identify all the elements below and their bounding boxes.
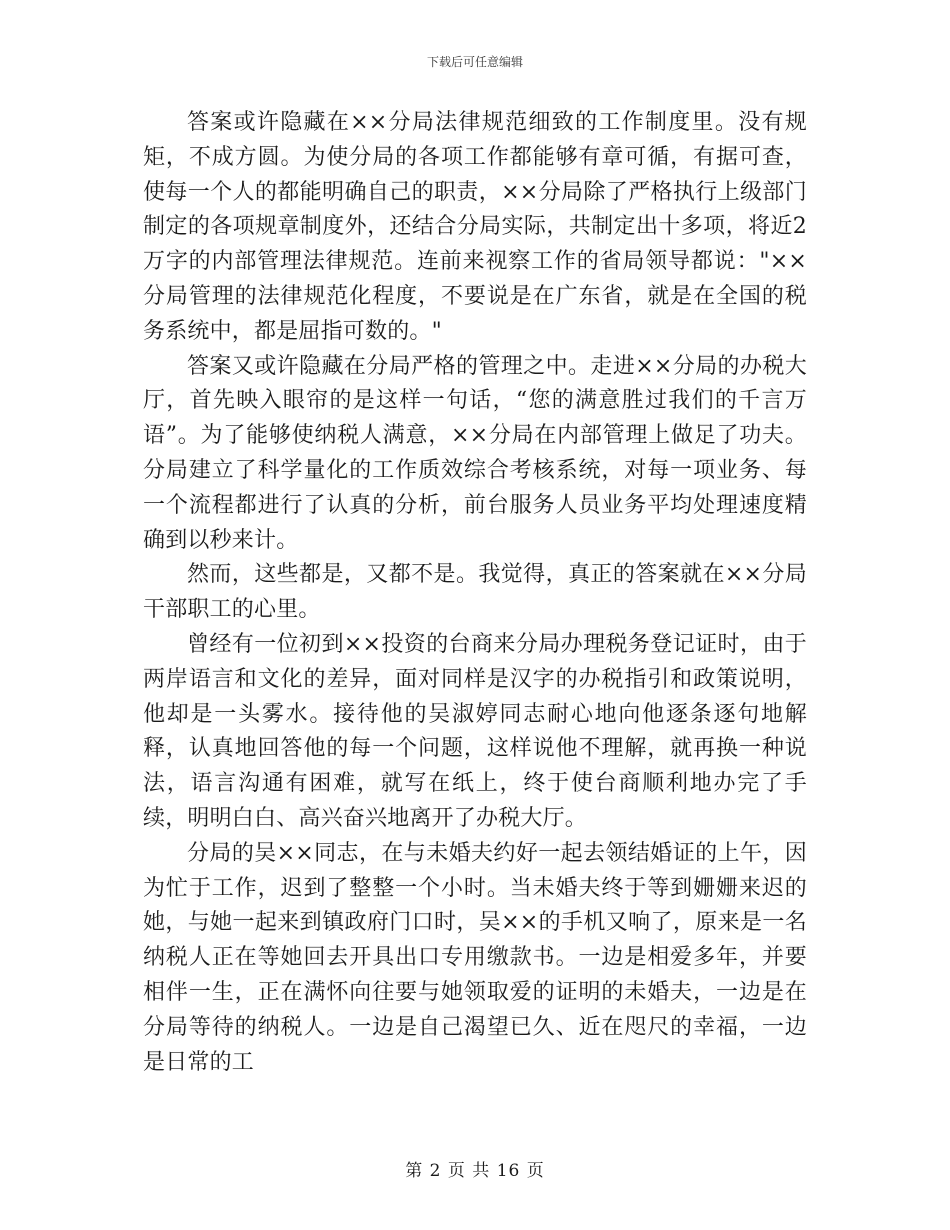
paragraph: 答案或许隐藏在××分局法律规范细致的工作制度里。没有规矩，不成方圆。为使分局的各项工作都能够有章可循，有据可查，使每一个人的都能明确自己的职责，××分局除了严格执行上级部门制定的各项规章制度外，还结合分局实际，共制定出十多项，将近2万字的内部管理法律规范。连前来视察工作的省局领导都说："××分局管理的法律规范化程度，不要说是在广东省，就是在全国的税务系统中，都是屈指可数的。" <box>143 110 807 344</box>
page-footer: 第 2 页 共 16 页 <box>405 1161 545 1181</box>
paragraph: 曾经有一位初到××投资的台商来分局办理税务登记证时，由于两岸语言和文化的差异，面对同样是汉字的办税指引和政策说明，他却是一头雾水。接待他的吴淑婷同志耐心地向他逐条逐句地解释，认真地回答他的每一个问题，这样说他不理解，就再换一种说法，语言沟通有困难，就写在纸上，终于使台商顺利地办完了手续，明明白白、高兴奋兴地离开了办税大厅。 <box>143 631 807 831</box>
page-header: 下载后可任意编辑 <box>426 55 523 69</box>
body-text <box>143 106 807 1080</box>
paragraph: 分局的吴××同志，在与未婚夫约好一起去领结婚证的上午，因为忙于工作，迟到了整整一个小时。当未婚夫终于等到姗姗来迟的她，与她一起来到镇政府门口时，吴××的手机又响了，原来是一名纳税人正在等她回去开具出口专用缴款书。一边是相爱多年，并要相伴一生，正在满怀向往要与她领取爱的证明的未婚夫，一边是在分局等待的纳税人。一边是自己渴望已久、近在咫尺的幸福，一边是日常的工 <box>143 840 807 1075</box>
paragraph: 答案又或许隐藏在分局严格的管理之中。走进××分局的办税大厅，首先映入眼帘的是这样一句话，“您的满意胜过我们的千言万语”。为了能够使纳税人满意，××分局在内部管理上做足了功夫。分局建立了科学量化的工作质效综合考核系统，对每一项业务、每一个流程都进行了认真的分析，前台服务人员业务平均处理速度精确到以秒来计。 <box>143 353 807 553</box>
paragraph: 然而，这些都是，又都不是。我觉得，真正的答案就在××分局干部职工的心里。 <box>143 562 807 623</box>
